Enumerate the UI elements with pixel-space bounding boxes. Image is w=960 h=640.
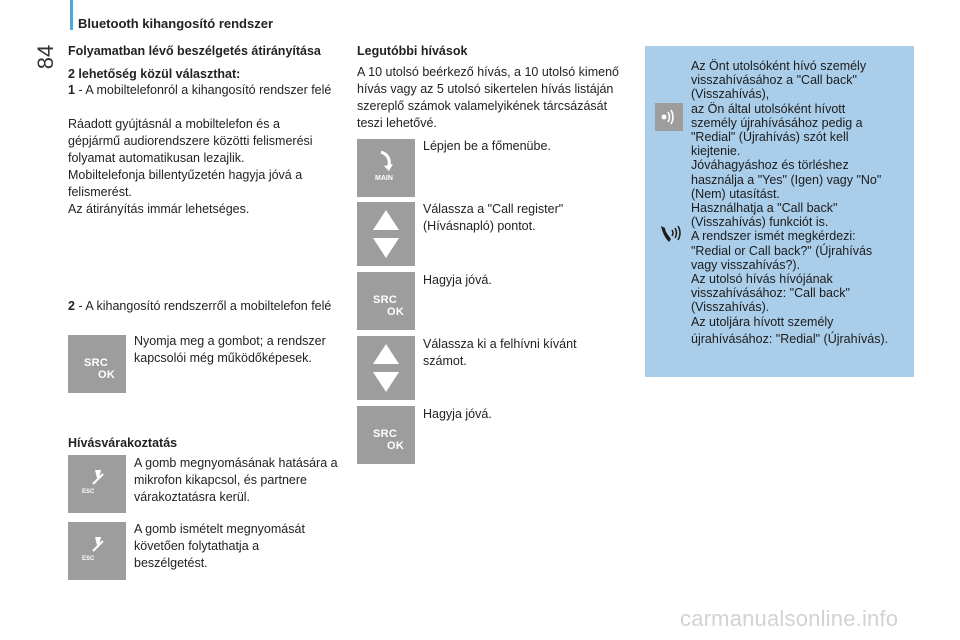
paragraph-line: gépjármű audiorendszere közötti felismerési: [68, 134, 313, 148]
return-arrow-icon: [377, 149, 395, 173]
src-label: SRC: [373, 428, 398, 440]
info-line: Az Önt utolsóként hívó személy: [691, 59, 867, 73]
transfer-paragraph: [68, 116, 358, 218]
voice-waves-icon: [660, 109, 678, 125]
watermark: carmanualsonline.info: [680, 606, 899, 631]
recent-calls-heading: Legutóbbi hívások: [357, 44, 468, 58]
main-label: MAIN: [375, 175, 393, 182]
mic-mute-icon: [91, 536, 105, 554]
hold-text-1: A gomb megnyomásának hatására a mikrofon kikapcsol, és partnere várakoztatásra kerül.: [134, 456, 338, 504]
up-down-button-image: [357, 202, 415, 266]
info-line: Jóváhagyáshoz és törléshez: [691, 158, 849, 173]
info-box-text: [691, 59, 913, 346]
hold-heading: Hívásvárakoztatás: [68, 436, 178, 450]
header-accent-bar: [70, 0, 73, 30]
option-2: [68, 298, 355, 315]
info-line: vagy visszahívás?).: [691, 257, 801, 272]
info-line: az Ön által utolsóként hívott: [691, 101, 846, 116]
info-line: visszahívásához a "Call back": [691, 73, 857, 88]
info-line: "Redial or Call back?" (Újrahívás: [691, 243, 873, 258]
info-line: Használhatja a "Call back": [691, 201, 838, 216]
info-line: (Visszahívás).: [691, 300, 770, 315]
page-number: 84: [33, 44, 58, 70]
info-line: A rendszer ismét megkérdezi:: [691, 229, 856, 244]
option-1-number: 1: [68, 83, 75, 97]
step-1: Lépjen be a főmenübe.: [423, 139, 551, 153]
esc-label: ESC: [82, 556, 95, 562]
step-3: Hagyja jóvá.: [423, 273, 492, 287]
main-button-image: [357, 139, 415, 197]
options-subheading: 2 lehetőség közül választhat:: [68, 67, 241, 81]
voice-button-image: [655, 103, 683, 131]
paragraph-line: Ráadott gyújtásnál a mobiltelefon és a: [68, 117, 280, 131]
src-label: SRC: [373, 294, 398, 306]
paragraph-line: folyamat automatikusan lezajlik.: [68, 151, 245, 165]
ok-label: OK: [98, 369, 116, 381]
mic-mute-icon: [91, 469, 105, 487]
info-line: Az utoljára hívott személy: [691, 314, 834, 329]
esc-button-image-2: [68, 522, 126, 580]
option-2-text: - A kihangosító rendszerről a mobiltelefon felé: [78, 299, 332, 313]
src-ok-button-image-2: [357, 272, 415, 330]
esc-button-image: [68, 455, 126, 513]
src-ok-button-image: [68, 335, 126, 393]
ok-label: OK: [387, 306, 405, 318]
info-line: kiejtenie.: [691, 144, 741, 159]
page-header-title: Bluetooth kihangosító rendszer: [78, 16, 274, 31]
info-line: használja a "Yes" (Igen) vagy "No": [691, 172, 882, 187]
ok-label: OK: [387, 440, 405, 452]
esc-label: ESC: [82, 489, 95, 495]
info-line: (Visszahívás),: [691, 87, 770, 102]
info-line: visszahívásához: "Call back": [691, 286, 850, 301]
info-line: "Redial" (Újrahívás) szót kell: [691, 130, 849, 145]
opt2-instruction: Nyomja meg a gombot; a rendszer kapcsolói még működőképesek.: [134, 334, 326, 365]
option-1: [68, 82, 355, 99]
paragraph-line: Mobiltelefonja billentyűzetén hagyja jóvá a: [68, 168, 303, 182]
up-down-button-image-2: [357, 336, 415, 400]
recent-calls-intro: A 10 utolsó beérkező hívás, a 10 utolsó kimenő hívás vagy az 5 utolsó sikertelen hívás listáján szereplő számok valamelyikének tárcsázását teszi lehetővé.: [357, 65, 619, 130]
step-5: Hagyja jóvá.: [423, 407, 492, 421]
src-ok-button-image-3: [357, 406, 415, 464]
paragraph-line: felismerést.: [68, 185, 132, 199]
section-heading-transfer: Folyamatban lévő beszélgetés átirányítása: [68, 44, 321, 58]
info-line: személy újrahívásához pedig a: [691, 115, 863, 130]
voice-command-info-box: [645, 46, 914, 377]
info-line: újrahívásához: "Redial" (Újrahívás).: [691, 331, 889, 346]
hold-text-2: A gomb ismételt megnyomását követően folytathatja a beszélgetést.: [134, 522, 305, 570]
voice-call-icon: [658, 222, 682, 246]
paragraph-line: Az átirányítás immár lehetséges.: [68, 202, 250, 216]
option-1-text: - A mobiltelefonról a kihangosító rendszer felé: [78, 83, 332, 97]
info-line: (Visszahívás) funkciót is.: [691, 215, 829, 230]
info-line: (Nem) utasítást.: [691, 186, 780, 201]
step-2: Válassza a "Call register" (Hívásnapló) pontot.: [423, 202, 564, 233]
step-4: Válassza ki a felhívni kívánt számot.: [423, 337, 577, 368]
info-line: Az utolsó hívás hívójának: [691, 272, 833, 287]
up-down-arrows-icon: [371, 342, 401, 394]
src-label: SRC: [84, 357, 109, 369]
up-down-arrows-icon: [371, 208, 401, 260]
option-2-number: 2: [68, 299, 75, 313]
